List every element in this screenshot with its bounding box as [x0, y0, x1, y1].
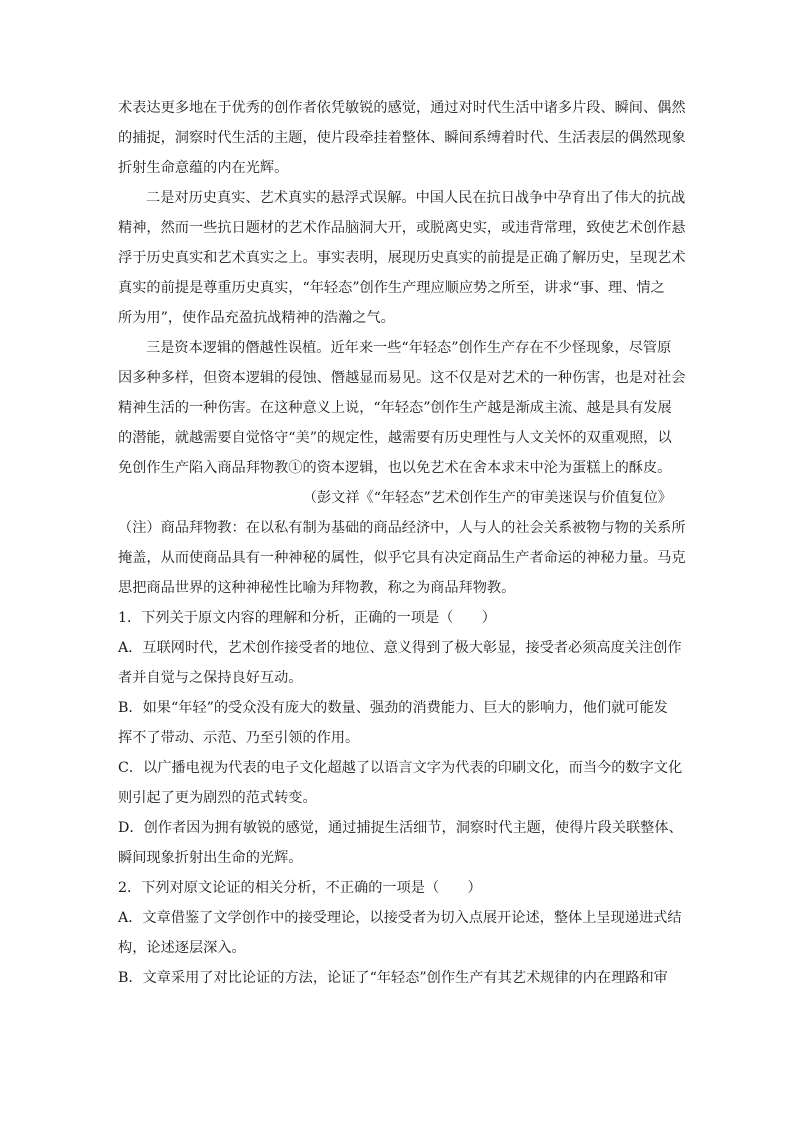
- text-line: A．文章借鉴了文学创作中的接受理论，以接受者为切入点展开论述，整体上呈现递进式结: [118, 910, 682, 926]
- text-line: 精神生活的一种伤害。在这种意义上说，“年轻态”创作生产越是渐成主流、越是具有发展: [118, 400, 672, 416]
- text-line: 2．下列对原文论证的相关分析，不正确的一项是（ ）: [118, 880, 482, 896]
- text-line: 挥不了带动、示范、乃至引领的作用。: [118, 730, 360, 746]
- text-line: 所为用”，使作品充盈抗战精神的浩瀚之气。: [118, 310, 395, 326]
- text-line: C．以广播电视为代表的电子文化超越了以语言文字为代表的印刷文化，而当今的数字文化: [118, 760, 683, 776]
- text-line: D．创作者因为拥有敏锐的感觉，通过捕捉生活细节，洞察时代主题，使得片段关联整体、: [118, 820, 683, 836]
- text-line: 真实的前提是尊重历史真实，“年轻态”创作生产理应顺应势之所至，讲求“事、理、情之: [118, 280, 665, 296]
- text-line: （注）商品拜物教：在以私有制为基础的商品经济中，人与人的社会关系被物与物的关系所: [118, 520, 686, 536]
- text-line: 思把商品世界的这种神秘性比喻为拜物教，称之为商品拜物教。: [118, 580, 516, 596]
- text-line: 折射生命意蕴的内在光辉。: [118, 160, 289, 176]
- text-line: 三是资本逻辑的僭越性误植。近年来一些“年轻态”创作生产存在不少怪现象，尽管原: [146, 340, 672, 356]
- text-line: 免创作生产陷入商品拜物教①的资本逻辑，也以免艺术在舍本求末中沦为蛋糕上的酥皮。: [118, 460, 672, 476]
- text-line: B．如果“年轻”的受众没有庞大的数量、强劲的消费能力、巨大的影响力，他们就可能发: [118, 700, 668, 716]
- text-line: 瞬间现象折射出生命的光辉。: [118, 850, 303, 866]
- text-line: 1．下列关于原文内容的理解和分析，正确的一项是（ ）: [118, 610, 496, 626]
- text-line: 构，论述逐层深入。: [118, 940, 246, 956]
- document-page: [118, 93, 686, 993]
- text-line: 因多种多样，但资本逻辑的侵蚀、僭越显而易见。这不仅是对艺术的一种伤害，也是对社会: [118, 370, 686, 386]
- text-line: 的捕捉，洞察时代生活的主题，使片段牵挂着整体、瞬间系缚着时代、生活表层的偶然现象: [118, 130, 686, 146]
- text-line: 掩盖，从而使商品具有一种神秘的属性，似乎它具有决定商品生产者命运的神秘力量。马克: [118, 550, 686, 566]
- text-line: 者并自觉与之保持良好互动。: [118, 670, 303, 686]
- text-line: 浮于历史真实和艺术真实之上。事实表明，展现历史真实的前提是正确了解历史，呈现艺术: [118, 250, 686, 266]
- text-line: 则引起了更为剧烈的范式转变。: [118, 790, 317, 806]
- text-line: 二是对历史真实、艺术真实的悬浮式误解。中国人民在抗日战争中孕育出了伟大的抗战: [146, 190, 686, 206]
- source-citation: （彭文祥《“年轻态”艺术创作生产的审美迷误与价值复位》: [302, 490, 672, 506]
- text-line: B．文章采用了对比论证的方法，论证了“年轻态”创作生产有其艺术规律的内在理路和审: [118, 970, 668, 986]
- text-line: 精神，然而一些抗日题材的艺术作品脑洞大开，或脱离史实，或违背常理，致使艺术创作悬: [118, 220, 686, 236]
- text-line: 术表达更多地在于优秀的创作者依凭敏锐的感觉，通过对时代生活中诸多片段、瞬间、偶然: [118, 100, 686, 116]
- text-line: A．互联网时代，艺术创作接受者的地位、意义得到了极大彰显，接受者必须高度关注创作: [118, 640, 682, 656]
- text-line: 的潜能，就越需要自觉恪守“美”的规定性，越需要有历史理性与人文关怀的双重观照，以: [118, 430, 672, 446]
